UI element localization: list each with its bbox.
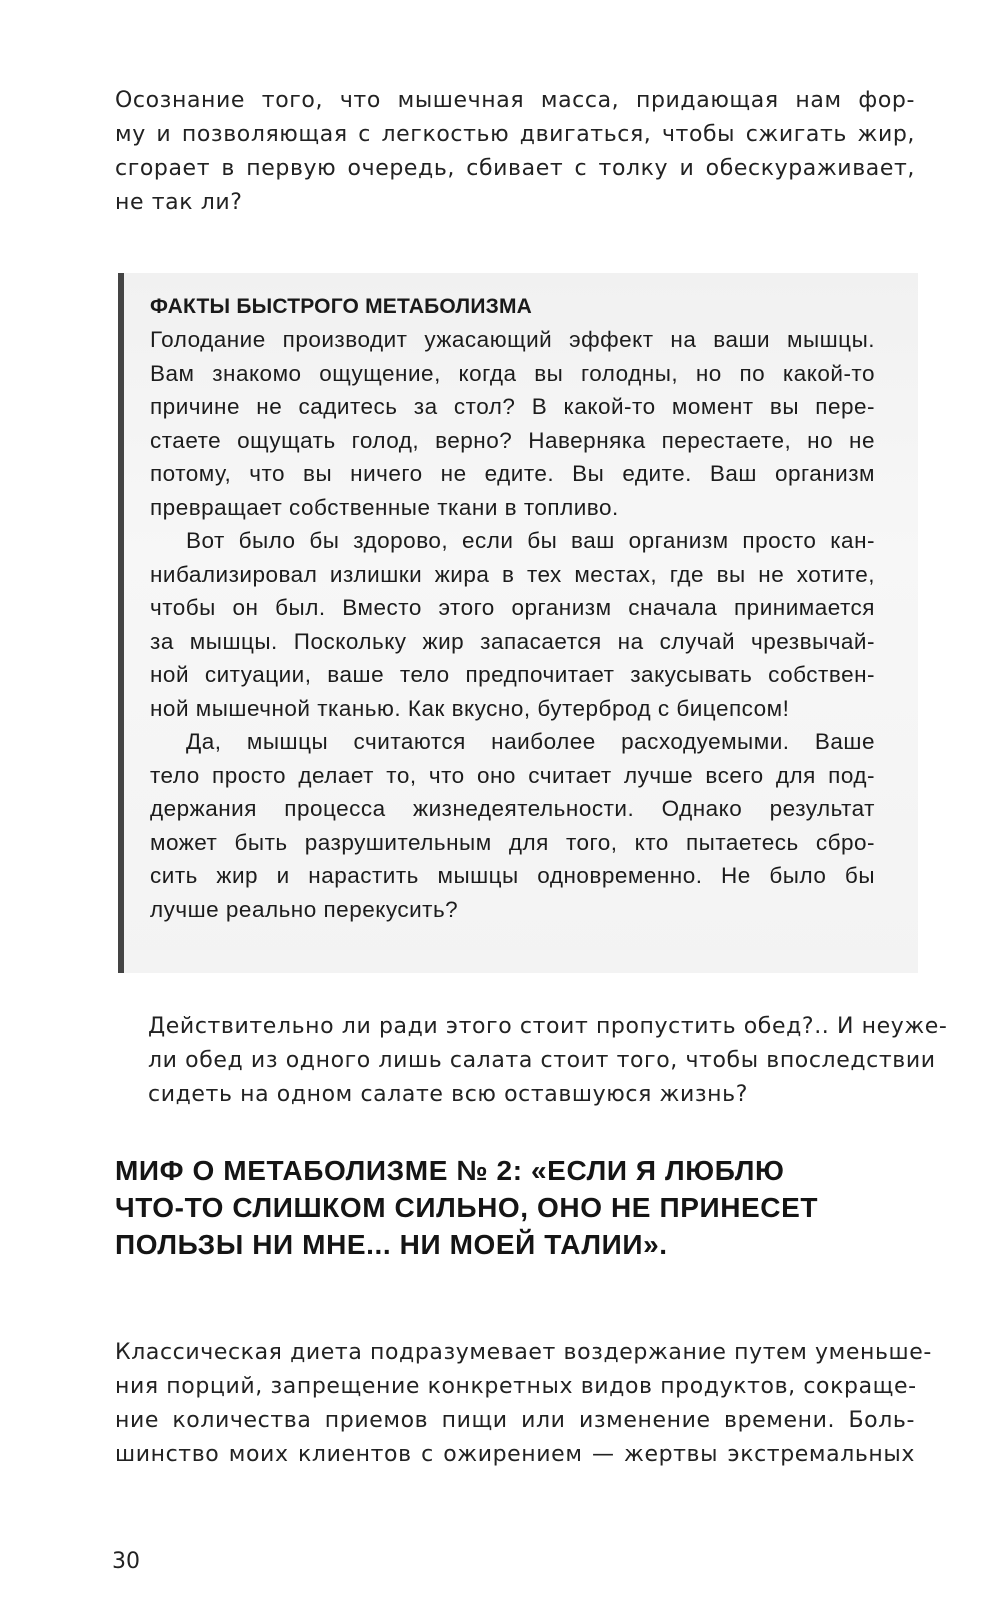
intro-line-3: сгорает в первую очередь, сбивает с толку и обескураживает, — [115, 156, 915, 181]
after-line-2: ли обед из одного лишь салата стоит того, чтобы впоследствии — [148, 1048, 936, 1073]
sidebar-p2-line-1: Вот было бы здорово, если бы ваш организм просто кан- — [186, 528, 875, 553]
heading-line-1: МИФ О МЕТАБОЛИЗМЕ № 2: «ЕСЛИ Я ЛЮБЛЮ — [115, 1155, 785, 1186]
sidebar-p1-line-3: причине не садитесь за стол? В какой-то момент вы пере- — [150, 394, 875, 419]
section-heading — [115, 1152, 915, 1263]
sidebar-content — [150, 291, 875, 926]
sidebar-p1-line-2: Вам знакомо ощущение, когда вы голодны, но по какой-то — [150, 360, 875, 386]
intro-line-4: не так ли? — [115, 190, 243, 215]
sidebar-p1-line-4: стаете ощущать голод, верно? Наверняка перестаете, но не — [150, 427, 875, 453]
sidebar-accent-bar — [118, 273, 124, 973]
page-number: 30 — [112, 1549, 140, 1574]
sidebar-paragraph-3 — [150, 725, 875, 926]
sidebar-p3-line-5: сить жир и нарастить мышцы одновременно. Не было бы — [150, 863, 875, 888]
after-line-3: сидеть на одном салате всю оставшуюся жизнь? — [148, 1082, 748, 1107]
classic-line-1: Классическая диета подразумевает воздержание путем уменьше- — [115, 1340, 932, 1365]
intro-line-1: Осознание того, что мышечная масса, придающая нам фор- — [115, 88, 915, 113]
sidebar-p3-line-4: может быть разрушительным для того, кто пытаетесь сбро- — [150, 829, 875, 855]
sidebar-p3-line-3: держания процесса жизнедеятельности. Однако результат — [150, 796, 875, 821]
heading-line-3: ПОЛЬЗЫ НИ МНЕ... НИ МОЕЙ ТАЛИИ». — [115, 1229, 668, 1260]
sidebar-paragraph-1 — [150, 323, 875, 524]
intro-paragraph — [115, 84, 915, 220]
classic-line-4: шинство моих клиентов с ожирением — жертвы экстремальных — [115, 1442, 915, 1467]
sidebar-p2-line-3: чтобы он был. Вместо этого организм сначала принимается — [150, 595, 875, 620]
sidebar-p1-line-5: потому, что вы ничего не едите. Вы едите. Ваш организм — [150, 461, 875, 486]
sidebar-p2-line-5: ной ситуации, ваше тело предпочитает закусывать собствен- — [150, 662, 875, 687]
sidebar-p3-line-6: лучше реально перекусить? — [150, 896, 459, 922]
sidebar-p1-line-1: Голодание производит ужасающий эффект на ваши мышцы. — [150, 327, 875, 352]
fast-metabolism-facts-box — [118, 273, 918, 973]
classic-line-3: ние количества приемов пищи или изменение времени. Боль- — [115, 1408, 915, 1433]
after-line-1: Действительно ли ради этого стоит пропустить обед?.. И неуже- — [148, 1014, 948, 1039]
sidebar-paragraph-2 — [150, 524, 875, 725]
lunch-question-paragraph — [148, 1010, 948, 1112]
sidebar-p1-line-6: превращает собственные ткани в топливо. — [150, 494, 619, 520]
sidebar-p3-line-2: тело просто делает то, что оно считает лучше всего для под- — [150, 762, 875, 788]
sidebar-title: ФАКТЫ БЫСТРОГО МЕТАБОЛИЗМА — [150, 295, 533, 318]
heading-line-2: ЧТО-ТО СЛИШКОМ СИЛЬНО, ОНО НЕ ПРИНЕСЕТ — [115, 1192, 819, 1223]
intro-line-2: му и позволяющая с легкостью двигаться, чтобы сжигать жир, — [115, 122, 915, 147]
sidebar-p2-line-6: ной мышечной тканью. Как вкусно, бутерброд с бицепсом! — [150, 695, 790, 721]
sidebar-p3-line-1: Да, мышцы считаются наиболее расходуемыми. Ваше — [186, 729, 875, 754]
sidebar-p2-line-4: за мышцы. Поскольку жир запасается на случай чрезвычай- — [150, 628, 875, 654]
classic-diet-paragraph — [115, 1336, 932, 1472]
sidebar-p2-line-2: нибализировал излишки жира в тех местах, где вы не хотите, — [150, 561, 875, 587]
classic-line-2: ния порций, запрещение конкретных видов продуктов, сокраще- — [115, 1374, 917, 1399]
